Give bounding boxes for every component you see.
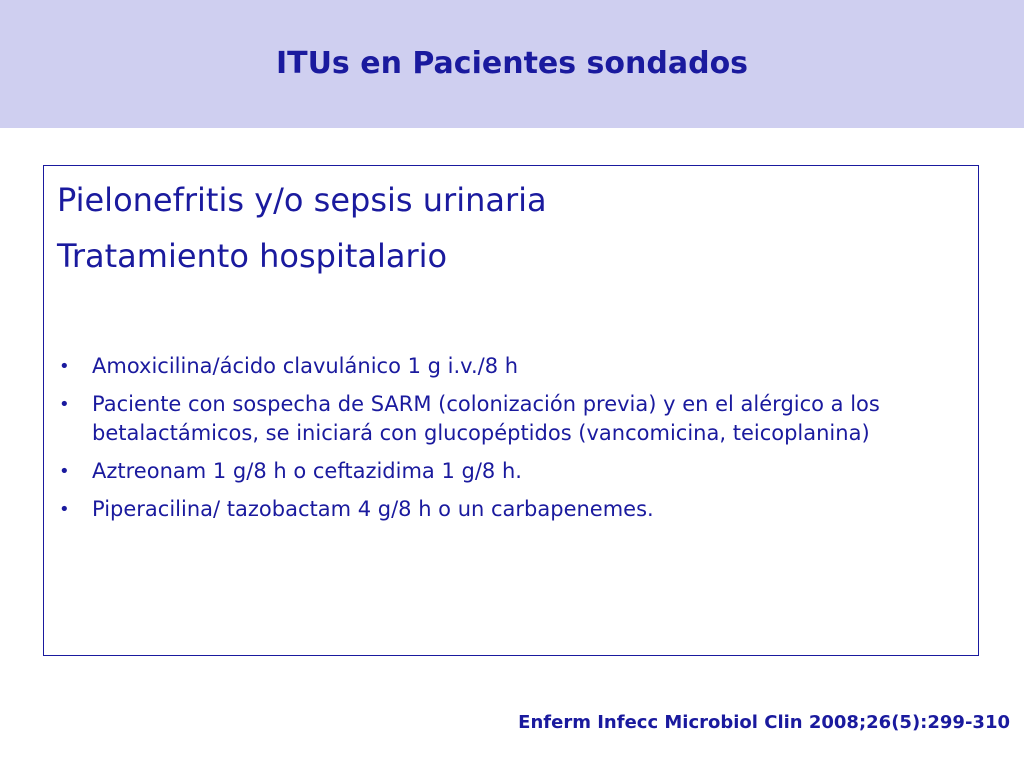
list-item	[57, 352, 967, 381]
slide-title: ITUs en Pacientes sondados	[275, 46, 749, 81]
content-box	[43, 165, 979, 656]
content-heading-treatment: Tratamiento hospitalario	[57, 237, 448, 275]
citation: Enferm Infecc Microbiol Clin 2008;26(5):299-310	[518, 712, 1010, 733]
bullet-icon: •	[59, 356, 70, 377]
list-item	[57, 390, 967, 448]
content-heading-diagnosis: Pielonefritis y/o sepsis urinaria	[57, 181, 547, 219]
list-item	[57, 495, 967, 524]
list-item-text: Amoxicilina/ácido clavulánico 1 g i.v./8 h	[92, 354, 519, 378]
bullet-icon: •	[59, 499, 70, 520]
list-item-text: Piperacilina/ tazobactam 4 g/8 h o un carbapenemes.	[92, 497, 654, 521]
list-item-text: Paciente con sospecha de SARM (colonización previa) y en el alérgico a los betalactámicos, se iniciará con glucopéptidos (vancomicina, teicoplanina)	[92, 392, 880, 445]
list-item-text: Aztreonam 1 g/8 h o ceftazidima 1 g/8 h.	[92, 459, 522, 483]
bullet-icon: •	[59, 461, 70, 482]
bullet-list	[57, 352, 967, 533]
list-item	[57, 457, 967, 486]
bullet-icon: •	[59, 394, 70, 415]
